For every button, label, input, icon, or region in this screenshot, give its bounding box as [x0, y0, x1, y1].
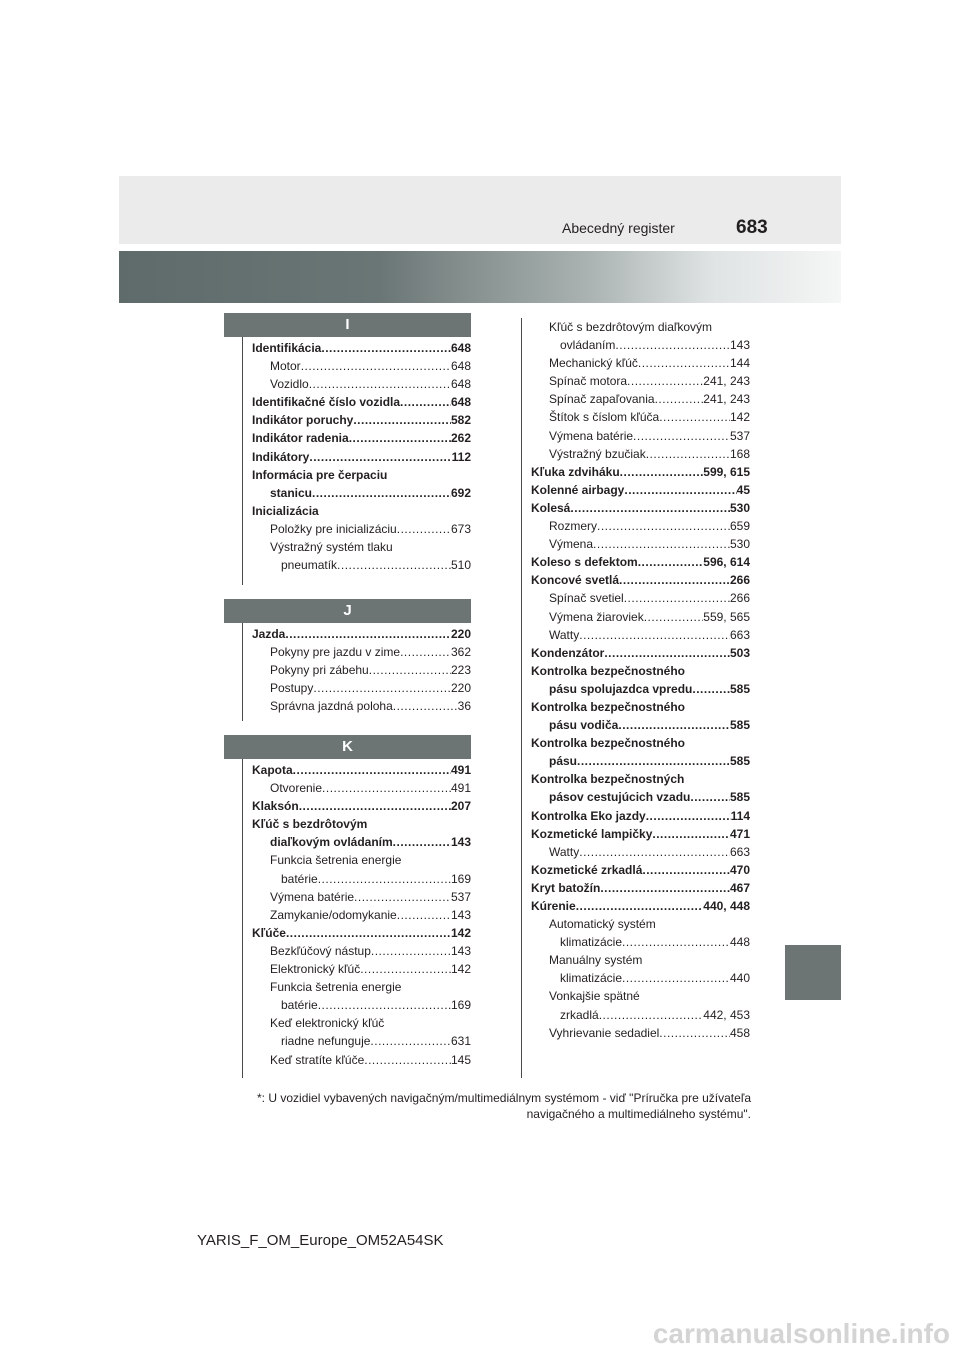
index-entry	[531, 788, 750, 806]
index-entry-text: Kľúč s bezdrôtovým diaľkovým	[549, 320, 713, 334]
index-entry-text: Pokyny pri zábehu	[270, 663, 369, 678]
dot-leader	[618, 716, 730, 734]
index-entry-page: 143	[450, 835, 471, 850]
dot-leader	[652, 825, 730, 843]
index-entry-text: Identifikácia	[252, 341, 322, 355]
index-entry-page: 142	[450, 925, 471, 940]
watermark-logo: carmanualsonline.info	[652, 1318, 950, 1349]
index-entry-text: Kondenzátor	[531, 645, 605, 660]
dot-leader	[397, 906, 451, 924]
index-entry	[531, 662, 750, 680]
index-entry-page: 220	[450, 681, 471, 696]
index-entry-text: Bezkľúčový nástup	[270, 943, 371, 958]
dot-leader	[309, 375, 451, 393]
index-entry-page: 143	[450, 943, 471, 958]
index-list-i	[252, 339, 471, 574]
index-entry-page: 596, 614	[703, 555, 750, 570]
dot-leader	[285, 625, 451, 643]
dot-leader	[638, 354, 730, 372]
index-entry-page: 266	[729, 573, 750, 588]
index-entry-text: Kolesá	[531, 500, 571, 515]
index-entry-text: klimatizácie	[560, 971, 623, 986]
dot-leader	[604, 644, 730, 662]
index-entry-page: 442, 453	[703, 1007, 750, 1022]
dot-leader	[642, 861, 730, 879]
index-entry-page: 585	[729, 681, 750, 696]
dot-leader	[620, 463, 704, 481]
footnote	[191, 1090, 751, 1122]
index-entry-page: 530	[729, 537, 750, 552]
index-entry-text: Keď stratíte kľúče	[270, 1052, 365, 1067]
dot-leader	[579, 843, 730, 861]
index-entry-text: Funkcia šetrenia energie	[270, 980, 402, 995]
index-entry-text: Štítok s číslom kľúča	[549, 410, 660, 425]
dot-leader	[597, 517, 730, 535]
letter-band-i: I	[224, 313, 471, 337]
index-entry	[252, 429, 471, 447]
index-entry-page: 648	[450, 395, 471, 410]
index-entry	[531, 861, 750, 879]
index-entry-page: 262	[450, 431, 471, 446]
index-entry-text: Výmena batérie	[270, 889, 355, 904]
dot-leader	[619, 571, 730, 589]
index-entry-text: Motor	[270, 359, 301, 374]
index-entry	[531, 553, 750, 571]
index-entry-page: 659	[729, 519, 750, 534]
footnote-line-1: *: U vozidiel vybavených navigačným/multimediálnym systémom - viď "Príručka pre užívateľa	[257, 1091, 751, 1105]
index-entry-text: Kontrolka bezpečnostného	[531, 699, 686, 714]
index-entry	[531, 535, 750, 553]
index-list-k	[252, 761, 471, 1069]
index-entry-text: Indikátory	[252, 449, 310, 464]
index-entry	[531, 825, 750, 843]
index-entry-text: Kolenné airbagy	[531, 482, 625, 497]
dot-leader	[659, 408, 730, 426]
dot-leader	[646, 445, 730, 463]
dot-leader	[644, 608, 704, 626]
index-entry	[531, 318, 750, 336]
dot-leader	[349, 429, 451, 447]
index-entry-text: Inicializácia	[252, 503, 319, 518]
index-entry	[531, 807, 750, 825]
index-entry-text: zrkadlá	[560, 1007, 599, 1022]
index-entry-page: 241, 243	[703, 374, 750, 389]
index-entry	[252, 502, 471, 520]
index-entry-text: Zamykanie/odomykanie	[270, 907, 397, 922]
index-entry	[531, 517, 750, 535]
index-entry-page: 537	[450, 889, 471, 904]
index-entry	[252, 960, 471, 978]
dot-leader	[659, 1024, 730, 1042]
index-entry-text: Vyhrievanie sedadiel	[549, 1025, 660, 1040]
dot-leader	[646, 807, 731, 825]
index-entry	[531, 734, 750, 752]
column-rule-j	[242, 623, 243, 721]
index-entry	[252, 375, 471, 393]
index-entry	[531, 626, 750, 644]
index-entry-text: Rozmery	[549, 519, 598, 534]
index-entry	[252, 697, 471, 715]
index-entry	[531, 933, 750, 951]
document-id: YARIS_F_OM_Europe_OM52A54SK	[197, 1232, 444, 1249]
index-entry-page: 36	[457, 699, 471, 714]
index-entry-text: stanicu	[270, 485, 313, 500]
index-entry	[252, 661, 471, 679]
index-entry	[531, 915, 750, 933]
index-entry-text: Kľuka zdviháku	[531, 464, 620, 479]
index-entry	[531, 1024, 750, 1042]
dot-leader	[312, 484, 451, 502]
index-entry	[252, 538, 471, 556]
index-entry-text: Vozidlo	[270, 377, 309, 392]
index-entry-page: 440	[729, 971, 750, 986]
column-rule-right	[521, 318, 522, 1078]
index-entry	[252, 484, 471, 502]
index-entry-page: 510	[450, 558, 471, 573]
index-entry-page: 585	[729, 790, 750, 805]
index-entry-text: pásu	[549, 754, 578, 769]
index-entry-page: 503	[729, 645, 750, 660]
index-entry	[252, 851, 471, 869]
header-gradient-bar	[119, 251, 841, 303]
dot-leader	[593, 535, 730, 553]
dot-leader	[624, 589, 730, 607]
index-entry	[252, 339, 471, 357]
index-entry-page: 112	[451, 449, 471, 464]
letter-band-k: K	[224, 735, 471, 759]
index-entry-page: 169	[450, 998, 471, 1013]
index-entry-text: Elektronický kľúč	[270, 962, 361, 977]
index-entry	[531, 408, 750, 426]
index-entry	[531, 1006, 750, 1024]
index-entry-text: Kľúče	[252, 925, 286, 940]
index-entry-text: Kryt batožín	[531, 880, 601, 895]
dot-leader	[624, 481, 736, 499]
index-entry-page: 142	[729, 410, 750, 425]
index-entry-text: batérie	[281, 871, 318, 886]
index-entry-text: Výmena žiaroviek	[549, 609, 644, 624]
index-entry	[252, 643, 471, 661]
index-entry-text: Správna jazdná poloha	[270, 699, 393, 714]
index-entry-page: 448	[729, 935, 750, 950]
index-entry-page: 168	[729, 446, 750, 461]
index-entry-page: 471	[729, 826, 750, 841]
index-entry-page: 207	[450, 799, 471, 814]
dot-leader	[318, 870, 451, 888]
index-list-right	[531, 318, 750, 1042]
index-entry-text: pneumatík	[281, 558, 338, 573]
index-entry-text: Vonkajšie spätné	[549, 989, 640, 1004]
index-entry	[531, 897, 750, 915]
index-entry-page: 663	[729, 627, 750, 642]
index-entry-text: Kozmetické lampičky	[531, 826, 653, 841]
column-rule-k	[242, 759, 243, 1078]
index-entry-text: Watty	[549, 844, 580, 859]
index-entry	[531, 608, 750, 626]
index-entry-page: 45	[736, 482, 750, 497]
index-entry	[531, 716, 750, 734]
index-entry-text: Spínač zapaľovania	[549, 392, 655, 407]
index-entry	[252, 466, 471, 484]
index-entry	[252, 357, 471, 375]
index-entry-page: 599, 615	[703, 464, 750, 479]
index-entry-text: Výmena	[549, 537, 594, 552]
index-entry	[531, 390, 750, 408]
dot-leader	[337, 556, 451, 574]
index-entry	[531, 571, 750, 589]
index-entry	[252, 448, 471, 466]
index-entry-page: 692	[450, 485, 471, 500]
index-entry-page: 585	[729, 718, 750, 733]
dot-leader	[364, 1051, 451, 1069]
index-entry-text: klimatizácie	[560, 935, 623, 950]
index-entry-page: 491	[450, 763, 471, 777]
index-entry	[252, 556, 471, 574]
index-entry	[252, 833, 471, 851]
dot-leader	[360, 960, 451, 978]
index-entry	[252, 942, 471, 960]
index-entry-text: Kľúč s bezdrôtovým	[252, 817, 368, 832]
index-entry-page: 144	[729, 356, 750, 371]
index-entry	[531, 987, 750, 1005]
index-entry	[531, 770, 750, 788]
index-entry-text: Kontrolka Eko jazdy	[531, 808, 646, 823]
dot-leader	[692, 680, 730, 698]
index-entry	[531, 951, 750, 969]
index-entry-text: Kontrolka bezpečnostných	[531, 772, 685, 787]
dot-leader	[354, 888, 451, 906]
index-entry	[252, 393, 471, 411]
index-entry-text: Kontrolka bezpečnostného	[531, 663, 686, 678]
dot-leader	[309, 448, 451, 466]
page-number: 683	[736, 217, 768, 238]
index-entry	[252, 870, 471, 888]
index-entry-page: 467	[729, 880, 750, 895]
page-title: Abecedný register	[562, 220, 675, 236]
index-entry-page: 142	[450, 962, 471, 977]
index-entry-page: 663	[729, 844, 750, 859]
index-entry	[252, 625, 471, 643]
index-entry-text: pásov cestujúcich vzadu	[549, 790, 691, 805]
index-entry-text: batérie	[281, 998, 318, 1013]
index-entry-text: Watty	[549, 627, 580, 642]
index-entry-text: Kapota	[252, 763, 293, 777]
index-entry-page: 241, 243	[703, 392, 750, 407]
index-entry	[531, 752, 750, 770]
index-entry-page: 458	[729, 1025, 750, 1040]
index-entry	[252, 978, 471, 996]
index-entry-text: pásu spolujazdca vpredu	[549, 681, 693, 696]
index-entry-text: Manuálny systém	[549, 953, 643, 968]
index-entry-text: Klaksón	[252, 799, 299, 814]
index-entry-page: 673	[450, 521, 471, 536]
index-entry-text: Výstražný bzučiak	[549, 446, 646, 461]
dot-leader	[570, 499, 730, 517]
dot-leader	[400, 393, 451, 411]
index-entry-text: Informácia pre čerpaciu	[252, 467, 388, 482]
dot-leader	[371, 942, 451, 960]
index-entry	[531, 354, 750, 372]
index-entry-page: 648	[450, 341, 471, 355]
index-entry-page: 362	[450, 645, 471, 660]
index-entry-page: 143	[729, 338, 750, 353]
dot-leader	[393, 697, 458, 715]
dot-leader	[397, 520, 451, 538]
index-entry-page: 648	[450, 377, 471, 392]
index-entry-text: ovládaním	[560, 338, 616, 353]
dot-leader	[286, 924, 451, 942]
dot-leader	[313, 679, 451, 697]
column-rule-i	[242, 337, 243, 585]
index-entry	[252, 1014, 471, 1032]
index-entry-text: riadne nefunguje	[281, 1034, 371, 1049]
index-entry	[531, 843, 750, 861]
index-entry	[252, 1032, 471, 1050]
index-entry-page: 559, 565	[703, 609, 750, 624]
index-list-j	[252, 625, 471, 715]
index-entry-page: 648	[450, 359, 471, 374]
index-entry	[252, 996, 471, 1014]
index-entry-page: 530	[729, 500, 750, 515]
dot-leader	[369, 661, 451, 679]
dot-leader	[400, 643, 451, 661]
index-entry-page: 631	[450, 1034, 471, 1049]
section-thumb-tab	[785, 945, 841, 1000]
index-entry-text: Výstražný systém tlaku	[270, 540, 393, 555]
dot-leader	[622, 933, 730, 951]
index-entry	[252, 761, 471, 779]
index-entry-text: Kozmetické zrkadlá	[531, 862, 643, 877]
dot-leader	[690, 788, 730, 806]
index-entry-page: 585	[729, 754, 750, 769]
index-entry-page: 491	[450, 781, 471, 796]
dot-leader	[299, 797, 451, 815]
dot-leader	[393, 833, 451, 851]
dot-leader	[321, 339, 451, 357]
index-entry-page: 582	[450, 413, 471, 428]
dot-leader	[576, 897, 704, 915]
dot-leader	[622, 969, 730, 987]
index-entry-page: 169	[450, 871, 471, 886]
index-entry-text: Spínač svetiel	[549, 591, 624, 606]
index-entry-text: Indikátor radenia	[252, 431, 349, 446]
index-entry-text: Koleso s defektom	[531, 555, 638, 570]
header-band	[119, 176, 841, 244]
index-entry	[531, 372, 750, 390]
index-entry	[531, 644, 750, 662]
index-entry	[531, 445, 750, 463]
index-entry-text: Jazda	[252, 627, 286, 641]
dot-leader	[615, 336, 730, 354]
dot-leader	[600, 879, 730, 897]
footnote-line-2: navigačného a multimediálneho systému".	[526, 1107, 751, 1121]
index-entry-page: 220	[450, 627, 471, 641]
letter-band-j: J	[224, 599, 471, 623]
index-entry-text: Otvorenie	[270, 781, 323, 796]
index-entry	[252, 679, 471, 697]
dot-leader	[301, 357, 451, 375]
index-entry-text: pásu vodiča	[549, 718, 619, 733]
dot-leader	[293, 761, 451, 779]
index-entry-page: 114	[730, 808, 750, 823]
index-entry-text: Mechanický kľúč	[549, 356, 638, 371]
index-entry	[252, 888, 471, 906]
index-entry-page: 537	[729, 428, 750, 443]
index-entry-text: diaľkovým ovládaním	[270, 835, 393, 850]
dot-leader	[599, 1006, 704, 1024]
dot-leader	[322, 779, 451, 797]
index-entry-text: Výmena batérie	[549, 428, 634, 443]
index-entry-text: Automatický systém	[549, 917, 656, 932]
index-entry	[252, 815, 471, 833]
index-entry-text: Keď elektronický kľúč	[270, 1016, 385, 1031]
dot-leader	[627, 372, 703, 390]
index-entry	[252, 797, 471, 815]
index-entry	[531, 499, 750, 517]
index-entry	[252, 411, 471, 429]
index-entry-page: 470	[729, 862, 750, 877]
index-entry	[531, 463, 750, 481]
index-entry	[531, 336, 750, 354]
index-entry-text: Spínač motora	[549, 374, 628, 389]
index-entry	[531, 589, 750, 607]
index-entry-page: 440, 448	[703, 899, 750, 913]
index-entry-text: Indikátor poruchy	[252, 413, 354, 428]
index-entry-page: 143	[450, 907, 471, 922]
index-entry	[531, 481, 750, 499]
index-entry-page: 145	[450, 1052, 471, 1067]
index-entry-page: 223	[450, 663, 471, 678]
index-entry-page: 266	[729, 591, 750, 606]
index-entry	[252, 779, 471, 797]
index-entry-text: Identifikačné číslo vozidla	[252, 395, 401, 410]
index-entry	[252, 1051, 471, 1069]
index-entry-text: Položky pre inicializáciu	[270, 521, 397, 536]
index-entry-text: Postupy	[270, 681, 314, 696]
index-entry-text: Funkcia šetrenia energie	[270, 853, 402, 868]
index-entry-text: Koncové svetlá	[531, 573, 620, 588]
dot-leader	[638, 553, 704, 571]
dot-leader	[318, 996, 451, 1014]
index-entry-text: Kontrolka bezpečnostného	[531, 736, 686, 751]
dot-leader	[370, 1032, 451, 1050]
index-entry-text: Pokyny pre jazdu v zime	[270, 645, 401, 660]
dot-leader	[579, 626, 730, 644]
index-entry	[252, 906, 471, 924]
dot-leader	[655, 390, 704, 408]
index-entry	[531, 698, 750, 716]
dot-leader	[633, 427, 730, 445]
index-entry-text: Kúrenie	[531, 899, 576, 913]
index-entry	[531, 879, 750, 897]
index-entry	[531, 680, 750, 698]
index-entry	[531, 969, 750, 987]
dot-leader	[577, 752, 730, 770]
index-entry	[252, 924, 471, 942]
dot-leader	[353, 411, 451, 429]
index-entry	[531, 427, 750, 445]
index-entry	[252, 520, 471, 538]
